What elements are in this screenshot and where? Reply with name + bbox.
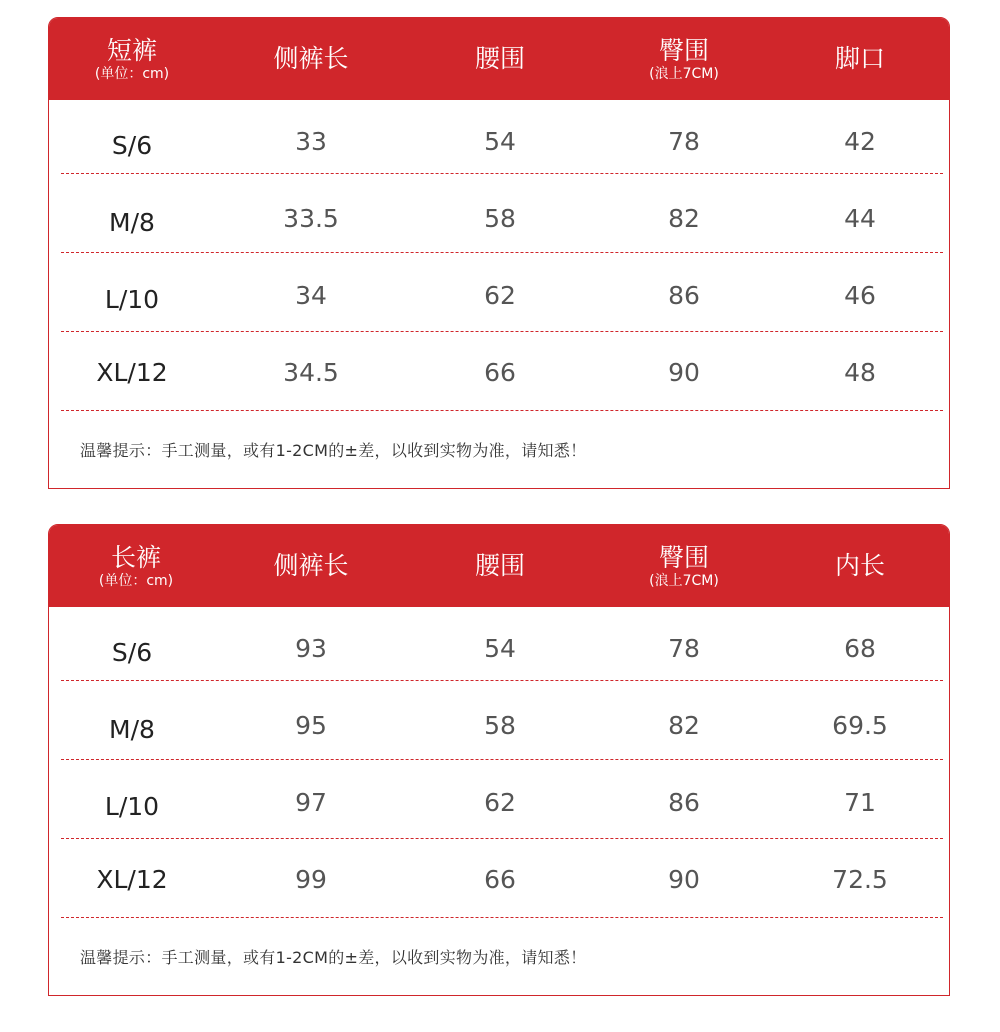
header-label: 臀围: [658, 35, 709, 65]
hip-cell: 82: [668, 711, 700, 740]
shorts-size-table: [48, 17, 950, 489]
header-waist: [475, 525, 525, 607]
header-unit: (单位：cm): [94, 65, 170, 82]
side-length-cell: 34.5: [283, 358, 339, 387]
table-header: [49, 525, 949, 607]
side-length-cell: 34: [295, 281, 327, 310]
table-header: [49, 18, 949, 100]
waist-cell: 54: [484, 127, 516, 156]
size-cell: S/6: [111, 131, 153, 160]
header-hip-note: (浪上7CM): [649, 572, 719, 589]
side-length-cell: 99: [295, 865, 327, 894]
header-label: 腰围: [474, 44, 526, 73]
table-row: [49, 334, 949, 411]
header-side-length: [273, 525, 348, 607]
table-row: [49, 687, 949, 764]
header-category: [99, 525, 173, 607]
header-label: 侧裤长: [273, 551, 349, 580]
side-length-cell: 93: [295, 634, 327, 663]
header-hip-note: (浪上7CM): [649, 65, 719, 82]
size-cell: M/8: [109, 208, 155, 237]
hip-cell: 82: [668, 204, 700, 233]
waist-cell: 62: [484, 788, 516, 817]
table-row: [49, 257, 949, 334]
row-divider: [61, 838, 943, 839]
table-row: [49, 610, 949, 687]
header-waist: [475, 18, 525, 100]
pants-size-table: [48, 524, 950, 996]
waist-cell: 66: [484, 865, 516, 894]
side-length-cell: 95: [295, 711, 327, 740]
waist-cell: 58: [484, 204, 516, 233]
header-hip: [649, 525, 719, 607]
hem-cell: 46: [844, 281, 876, 310]
hip-cell: 78: [668, 127, 700, 156]
hip-cell: 78: [668, 634, 700, 663]
waist-cell: 62: [484, 281, 516, 310]
size-cell: XL/12: [96, 358, 168, 387]
header-label: 内长: [834, 551, 886, 580]
table-row: [49, 764, 949, 841]
size-cell: M/8: [109, 715, 155, 744]
header-hip: [649, 18, 719, 100]
size-cell: L/10: [104, 285, 160, 314]
inseam-cell: 71: [844, 788, 876, 817]
waist-cell: 58: [484, 711, 516, 740]
size-cell: S/6: [111, 638, 153, 667]
row-divider: [61, 173, 943, 174]
header-label: 短裤: [106, 35, 158, 65]
row-divider: [61, 410, 943, 411]
hip-cell: 90: [668, 358, 700, 387]
measurement-note: 温馨提示：手工测量，或有1-2CM的±差，以收到实物为准，请知悉！: [80, 948, 587, 967]
header-category: [95, 18, 169, 100]
inseam-cell: 72.5: [832, 865, 888, 894]
header-unit: (单位：cm): [98, 572, 174, 589]
waist-cell: 54: [484, 634, 516, 663]
side-length-cell: 33.5: [283, 204, 339, 233]
table-row: [49, 180, 949, 257]
side-length-cell: 97: [295, 788, 327, 817]
row-divider: [61, 680, 943, 681]
table-row: [49, 103, 949, 180]
hem-cell: 42: [844, 127, 876, 156]
row-divider: [61, 331, 943, 332]
waist-cell: 66: [484, 358, 516, 387]
hip-cell: 90: [668, 865, 700, 894]
header-hem: [835, 18, 885, 100]
row-divider: [61, 252, 943, 253]
row-divider: [61, 917, 943, 918]
header-label: 侧裤长: [273, 44, 349, 73]
hip-cell: 86: [668, 788, 700, 817]
header-label: 腰围: [474, 551, 526, 580]
size-cell: XL/12: [96, 865, 168, 894]
header-side-length: [273, 18, 348, 100]
row-divider: [61, 759, 943, 760]
header-label: 长裤: [110, 542, 162, 572]
hem-cell: 48: [844, 358, 876, 387]
inseam-cell: 69.5: [832, 711, 888, 740]
inseam-cell: 68: [844, 634, 876, 663]
measurement-note: 温馨提示：手工测量，或有1-2CM的±差，以收到实物为准，请知悉！: [80, 441, 587, 460]
hip-cell: 86: [668, 281, 700, 310]
hem-cell: 44: [844, 204, 876, 233]
table-row: [49, 841, 949, 918]
header-label: 脚口: [834, 44, 886, 73]
side-length-cell: 33: [295, 127, 327, 156]
header-inseam: [835, 525, 885, 607]
size-cell: L/10: [104, 792, 160, 821]
header-label: 臀围: [658, 542, 709, 572]
